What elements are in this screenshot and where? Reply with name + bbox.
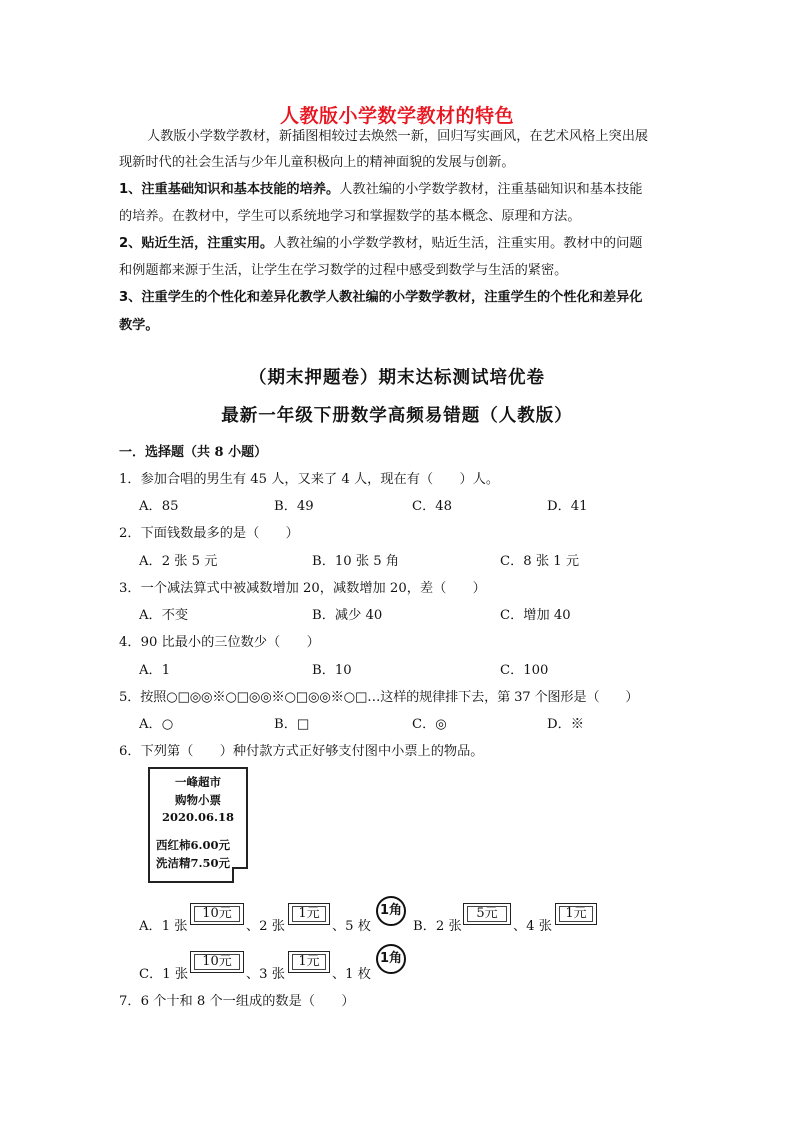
bill-1-yuan: 1元 — [288, 951, 330, 973]
intro-point-2-text: 人教社编的小学数学教材，贴近生活，注重实用。教材中的问题 — [273, 236, 643, 251]
exam-title-1: （期末押题卷）期末达标测试培优卷 — [249, 368, 545, 388]
receipt-label: 购物小票 — [175, 793, 221, 807]
intro-point-1-text: 人教社编的小学数学教材，注重基础知识和基本技能 — [339, 182, 643, 197]
question-6-stem: 6．下列第（ ）种付款方式正好够支付图中小票上的物品。 — [119, 744, 484, 759]
payment-c-label: C．1 张 — [139, 967, 189, 982]
payment-a-sep2: 、5 枚 — [332, 919, 371, 934]
question-2-option-b: B．10 张 5 角 — [312, 554, 399, 569]
coin-1-jiao: 1角 — [376, 944, 406, 974]
receipt-item-1: 西红柿6.00元 — [156, 838, 231, 852]
question-4-stem: 4．90 比最小的三位数少（ ） — [119, 635, 320, 650]
intro-paragraph-2 — [119, 177, 643, 203]
section-heading: 一．选择题（共 8 小题） — [119, 445, 268, 460]
receipt-image — [148, 767, 248, 883]
question-2-option-a: A．2 张 5 元 — [139, 554, 218, 569]
bill-1-yuan: 1元 — [555, 903, 597, 925]
receipt-item-2: 洗洁精7.50元 — [156, 856, 231, 870]
question-5-option-b: B．□ — [274, 717, 310, 732]
payment-b-sep1: 、4 张 — [513, 919, 552, 934]
question-2-stem: 2．下面钱数最多的是（ ） — [119, 526, 299, 541]
intro-paragraph-4: 3、注重学生的个性化和差异化教学人教社编的小学数学教材，注重学生的个性化和差异化 — [119, 290, 643, 305]
exam-title-2: 最新一年级下册数学高频易错题（人教版） — [221, 406, 573, 426]
question-1-option-b: B．49 — [274, 499, 314, 514]
payment-c-sep2: 、1 枚 — [332, 967, 371, 982]
intro-paragraph-2b: 的培养。在教材中，学生可以系统地学习和掌握数学的基本概念、原理和方法。 — [119, 209, 581, 224]
question-5-option-d: D．※ — [547, 717, 584, 732]
coin-1-jiao: 1角 — [376, 896, 406, 926]
question-5-option-a: A．○ — [139, 717, 174, 732]
payment-a-sep1: 、2 张 — [246, 919, 285, 934]
bill-1-yuan: 1元 — [288, 903, 330, 925]
payment-a-label: A．1 张 — [139, 919, 188, 934]
question-5-stem: 5．按照○□◎◎※○□◎◎※○□◎◎※○□…这样的规律排下去，第 37 个图形是（ ） — [119, 690, 639, 705]
intro-paragraph-3b: 和例题都来源于生活，让学生在学习数学的过程中感受到数学与生活的紧密。 — [119, 263, 568, 278]
bill-10-yuan: 10元 — [190, 951, 244, 973]
question-3-option-b: B．减少 40 — [312, 608, 383, 623]
question-1-option-a: A．85 — [139, 499, 179, 514]
receipt-folded-corner — [232, 867, 248, 883]
question-4-option-a: A．1 — [139, 663, 171, 678]
intro-paragraph-1: 人教版小学数学教材，新插图相较过去焕然一新，回归写实画风，在艺术风格上突出展 — [147, 129, 649, 144]
receipt-store-name: 一峰超市 — [175, 775, 221, 789]
intro-paragraph-3 — [119, 231, 643, 257]
receipt-date: 2020.06.18 — [161, 810, 235, 824]
question-7-stem: 7．6 个十和 8 个一组成的数是（ ） — [119, 994, 355, 1009]
question-3-stem: 3．一个减法算式中被减数增加 20，减数增加 20，差（ ） — [119, 581, 486, 596]
question-3-option-a: A．不变 — [139, 608, 189, 623]
question-1-stem: 1．参加合唱的男生有 45 人，又来了 4 人，现在有（ ）人。 — [119, 472, 500, 487]
question-5-option-c: C．◎ — [412, 717, 447, 732]
intro-paragraph-4b: 教学。 — [119, 318, 159, 333]
bill-10-yuan: 10元 — [190, 903, 244, 925]
payment-b-label: B．2 张 — [413, 919, 462, 934]
intro-paragraph-1b: 现新时代的社会生活与少年儿童积极向上的精神面貌的发展与创新。 — [119, 155, 515, 170]
payment-c-sep1: 、3 张 — [246, 967, 285, 982]
intro-title: 人教版小学数学教材的特色 — [279, 105, 514, 127]
bill-5-yuan: 5元 — [463, 903, 511, 925]
question-3-option-c: C．增加 40 — [500, 608, 571, 623]
question-4-option-b: B．10 — [312, 663, 352, 678]
question-4-option-c: C．100 — [500, 663, 549, 678]
intro-point-1-heading: 1、注重基础知识和基本技能的培养。 — [119, 182, 340, 197]
question-1-option-c: C．48 — [412, 499, 453, 514]
question-2-option-c: C．8 张 1 元 — [500, 554, 580, 569]
intro-point-2-heading: 2、贴近生活，注重实用。 — [119, 236, 274, 251]
question-1-option-d: D．41 — [547, 499, 588, 514]
